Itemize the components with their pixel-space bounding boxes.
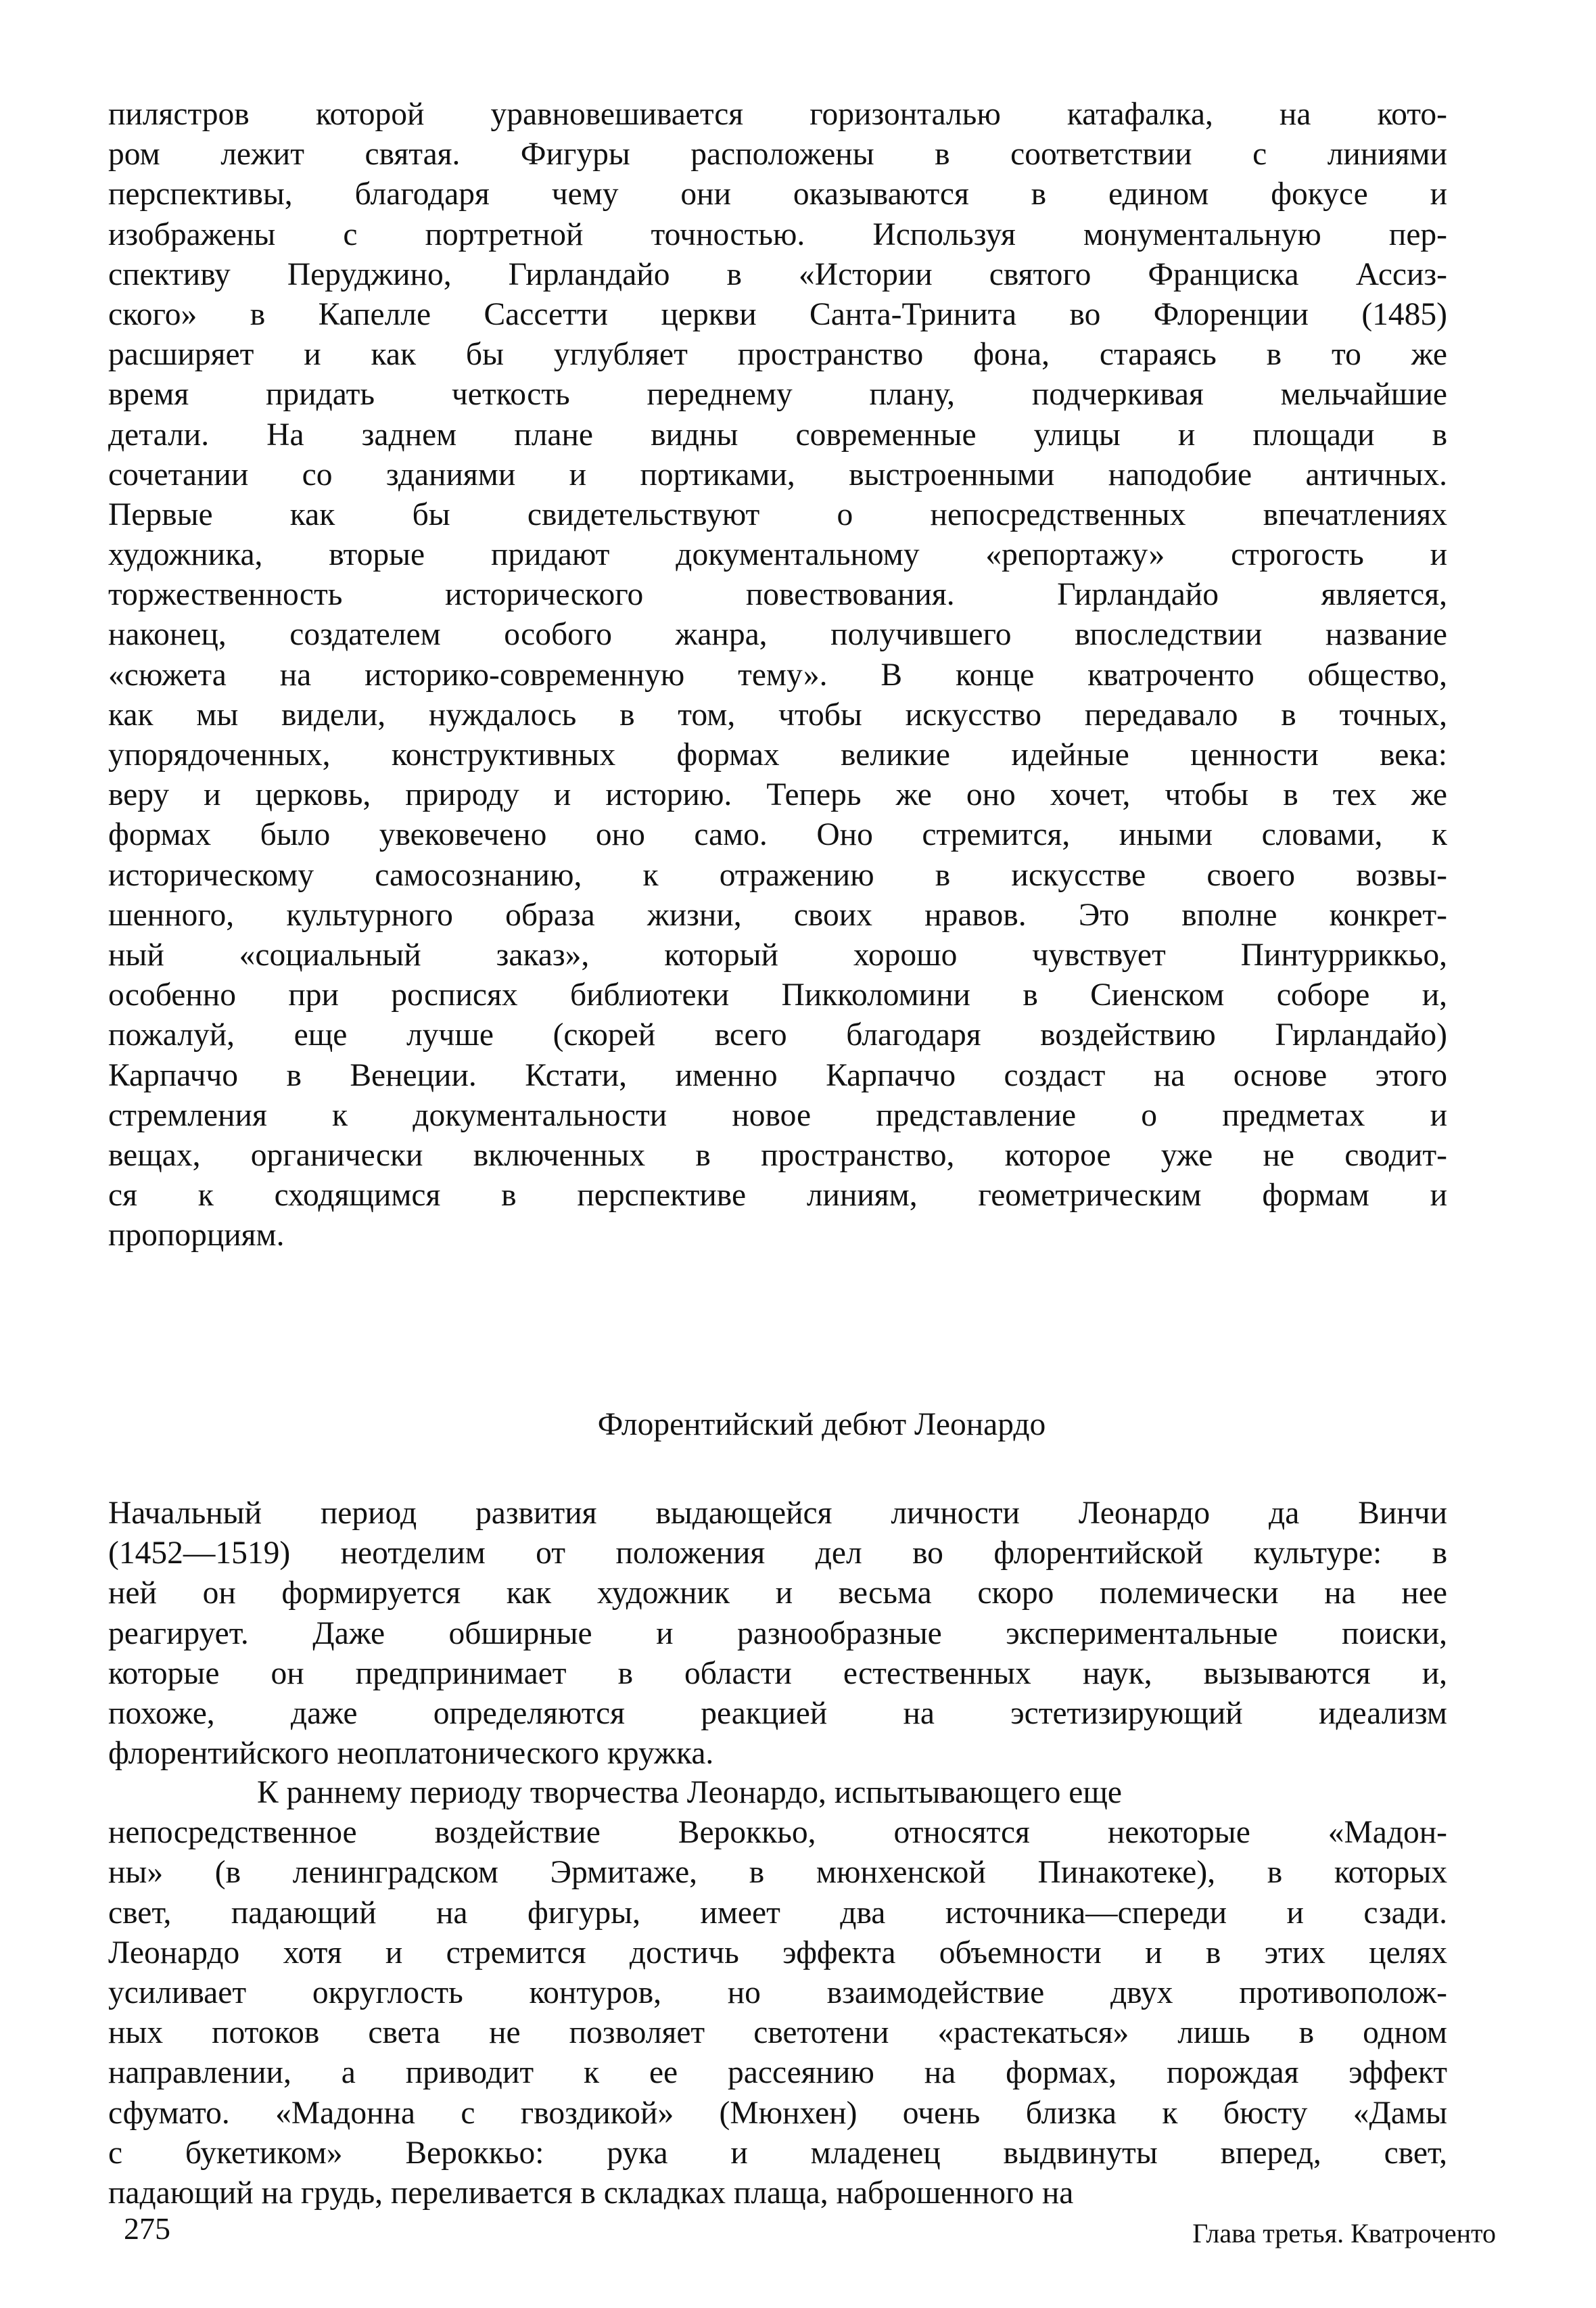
text-line: ней он формируется как художник и весьма скоро полемически на нее — [108, 1575, 1447, 1611]
text-line: пропорциям. — [108, 1218, 285, 1253]
text-line: историческому самосознанию, к отражению в искусстве своего возвы- — [108, 857, 1447, 893]
text-line: сфумато. «Мадонна с гвоздикой» (Мюнхен) очень близка к бюсту «Дамы — [108, 2095, 1447, 2131]
text-line: похоже, даже определяются реакцией на эстетизирующий идеализм — [108, 1695, 1447, 1731]
text-line: ского» в Капелле Сассетти церкви Санта-Тринита во Флоренции (1485) — [108, 296, 1447, 332]
text-line: ром лежит святая. Фигуры расположены в соответствии с линиями — [108, 137, 1447, 172]
paragraph-continuation — [108, 95, 1447, 1255]
text-line: ся к сходящимся в перспективе линиям, геометрическим формам и — [108, 1178, 1447, 1214]
text-line: изображены с портретной точностью. Используя монументальную пер- — [108, 216, 1447, 252]
text-line: сочетании со зданиями и портиками, выстроенными наподобие античных. — [108, 457, 1447, 492]
text-line: наконец, создателем особого жанра, получившего впоследствии название — [108, 617, 1447, 653]
text-line: пожалуй, еще лучше (скорей всего благодаря воздействию Гирландайо) — [108, 1017, 1447, 1053]
text-line: направлении, а приводит к ее рассеянию на формах, порождая эффект — [108, 2055, 1447, 2091]
text-line: вещах, органически включенных в пространство, которое уже не сводит- — [108, 1137, 1447, 1173]
text-line: стремления к документальности новое представление о предметах и — [108, 1097, 1447, 1133]
text-line: упорядоченных, конструктивных формах великие идейные ценности века: — [108, 737, 1447, 772]
text-line: Леонардо хотя и стремится достичь эффекта объемности и в этих целях — [108, 1935, 1447, 1970]
text-line: которые он предпринимает в области естественных наук, вызываются и, — [108, 1655, 1447, 1691]
text-line: веру и церковь, природу и историю. Теперь же оно хочет, чтобы в тех же — [108, 777, 1447, 813]
text-line: как мы видели, нуждалось в том, чтобы искусство передавало в точных, — [108, 697, 1447, 733]
text-line: Карпаччо в Венеции. Кстати, именно Карпаччо создаст на основе этого — [108, 1057, 1447, 1093]
text-line: непосредственное воздействие Вероккьо, относятся некоторые «Мадон- — [108, 1815, 1447, 1851]
text-line: «сюжета на историко-современную тему». В конце кватроченто общество, — [108, 657, 1447, 693]
running-title: Глава третья. Кватроченто — [1192, 2218, 1496, 2248]
text-line: падающий на грудь, переливается в складках плаща, наброшенного на — [108, 2175, 1074, 2211]
text-line: ны» (в ленинградском Эрмитаже, в мюнхенской Пинакотеке), в которых — [108, 1855, 1447, 1891]
paragraph-early-period — [108, 1773, 1447, 2213]
section-heading: Флорентийский дебют Леонардо — [597, 1407, 1046, 1442]
text-line: реагирует. Даже обширные и разнообразные экспериментальные поиски, — [108, 1615, 1447, 1651]
text-line: флорентийского неоплатонического кружка. — [108, 1736, 714, 1772]
text-line: время придать четкость переднему плану, подчеркивая мельчайшие — [108, 377, 1447, 413]
text-line: усиливает округлость контуров, но взаимодействие двух противополож- — [108, 1975, 1447, 2010]
text-line: свет, падающий на фигуры, имеет два источника—спереди и сзади. — [108, 1895, 1447, 1931]
text-line: ный «социальный заказ», который хорошо чувствует Пинтурриккьо, — [108, 937, 1447, 973]
text-line: торжественность исторического повествования. Гирландайо является, — [108, 577, 1447, 613]
paragraph-leonardo-intro — [108, 1494, 1447, 1774]
text-line: К раннему периоду творчества Леонардо, испытывающего еще — [257, 1775, 1122, 1810]
text-line: художника, вторые придают документальному «репортажу» строгость и — [108, 537, 1447, 573]
text-line: формах было увековечено оно само. Оно стремится, иными словами, к — [108, 817, 1447, 853]
text-line: перспективы, благодаря чему они оказываются в едином фокусе и — [108, 177, 1447, 212]
text-line: спективу Перуджино, Гирландайо в «Истории святого Франциска Ассиз- — [108, 256, 1447, 292]
text-line: пилястров которой уравновешивается горизонталью катафалка, на кото- — [108, 97, 1447, 132]
text-line: (1452—1519) неотделим от положения дел во флорентийской культуре: в — [108, 1536, 1447, 1571]
text-line: особенно при росписях библиотеки Пикколомини в Сиенском соборе и, — [108, 977, 1447, 1013]
text-line: шенного, культурного образа жизни, своих нравов. Это вполне конкрет- — [108, 897, 1447, 933]
text-line: детали. На заднем плане видны современные улицы и площади в — [108, 417, 1447, 453]
text-line: Первые как бы свидетельствуют о непосредственных впечатлениях — [108, 497, 1447, 532]
text-line: с букетиком» Вероккьо: рука и младенец выдвинуты вперед, свет, — [108, 2135, 1447, 2171]
text-line: Начальный период развития выдающейся личности Леонардо да Винчи — [108, 1496, 1447, 1531]
page-number: 275 — [124, 2211, 170, 2246]
text-line: ных потоков света не позволяет светотени «растекаться» лишь в одном — [108, 2015, 1447, 2051]
text-line: расширяет и как бы углубляет пространство фона, стараясь в то же — [108, 337, 1447, 373]
